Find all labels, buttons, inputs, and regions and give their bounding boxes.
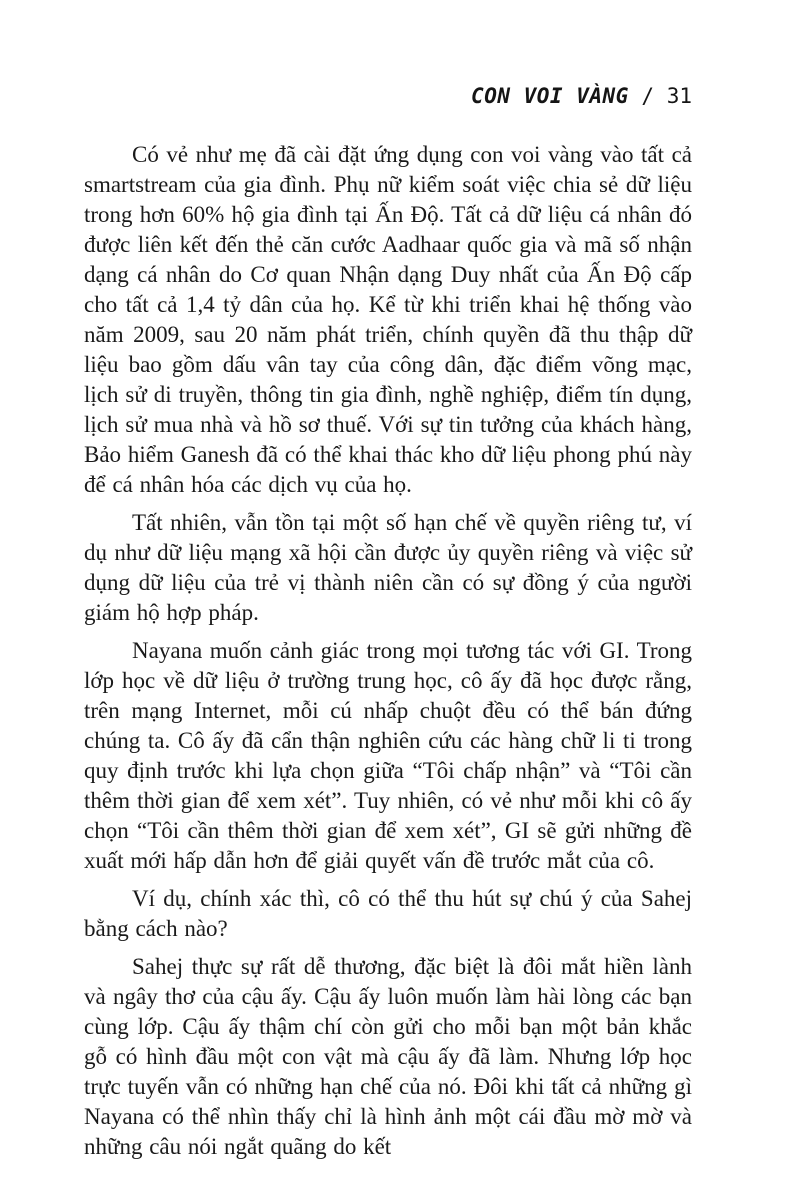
page-number: 31 [666,84,692,108]
running-title: CON VOI VÀNG [471,84,629,108]
paragraph: Tất nhiên, vẫn tồn tại một số hạn chế về quyền riêng tư, ví dụ như dữ liệu mạng xã hội cần được ủy quyền riêng và việc sử dụng dữ liệu của trẻ vị thành niên cần có sự đồng ý của người giám hộ hợp pháp. [84,510,692,625]
paragraph: Có vẻ như mẹ đã cài đặt ứng dụng con voi vàng vào tất cả smartstream của gia đình. Phụ nữ kiểm soát việc chia sẻ dữ liệu trong hơn 60% hộ gia đình tại Ấn Độ. Tất cả dữ liệu cá nhân đó được liên kết đến thẻ căn cước Aadhaar quốc gia và mã số nhận dạng cá nhân do Cơ quan Nhận dạng Duy nhất của Ấn Độ cấp cho tất cả 1,4 tỷ dân của họ. Kể từ khi triển khai hệ thống vào năm 2009, sau 20 năm phát triển, chính quyền đã thu thập dữ liệu bao gồm dấu vân tay của công dân, đặc điểm võng mạc, lịch sử di truyền, thông tin gia đình, nghề nghiệp, điểm tín dụng, lịch sử mua nhà và hồ sơ thuế. Với sự tin tưởng của khách hàng, Bảo hiểm Ganesh đã có thể khai thác kho dữ liệu phong phú này để cá nhân hóa các dịch vụ của họ. [84,142,692,497]
running-header [84,84,692,132]
body-text [84,140,692,1162]
header-separator: / [628,84,667,108]
paragraph: Ví dụ, chính xác thì, cô có thể thu hút sự chú ý của Sahej bằng cách nào? [84,886,692,941]
paragraph: Nayana muốn cảnh giác trong mọi tương tác với GI. Trong lớp học về dữ liệu ở trường trung học, cô ấy đã học được rằng, trên mạng Internet, mỗi cú nhấp chuột đều có thể bán đứng chúng ta. Cô ấy đã cẩn thận nghiên cứu các hàng chữ li ti trong quy định trước khi lựa chọn giữa “Tôi chấp nhận” và “Tôi cần thêm thời gian để xem xét”. Tuy nhiên, có vẻ như mỗi khi cô ấy chọn “Tôi cần thêm thời gian để xem xét”, GI sẽ gửi những đề xuất mới hấp dẫn hơn để giải quyết vấn đề trước mắt của cô. [84,638,692,873]
paragraph: Sahej thực sự rất dễ thương, đặc biệt là đôi mắt hiền lành và ngây thơ của cậu ấy. Cậu ấy luôn muốn làm hài lòng các bạn cùng lớp. Cậu ấy thậm chí còn gửi cho mỗi bạn một bản khắc gỗ có hình đầu một con vật mà cậu ấy đã làm. Nhưng lớp học trực tuyến vẫn có những hạn chế của nó. Đôi khi tất cả những gì Nayana có thể nhìn thấy chỉ là hình ảnh một cái đầu mờ mờ và những câu nói ngắt quãng do kết [84,954,692,1159]
